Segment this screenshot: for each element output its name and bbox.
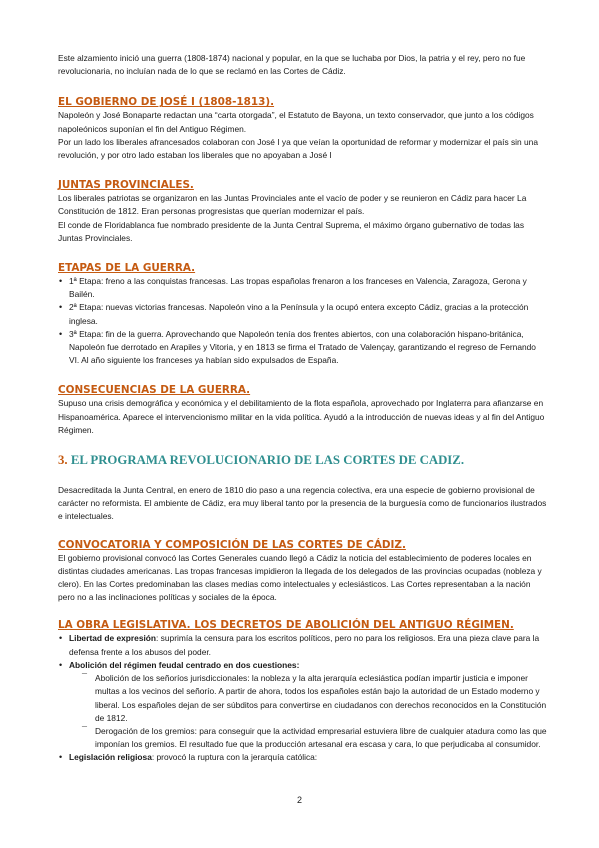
libertad-label: Libertad de expresión [69,633,157,644]
abolicion-sublist [69,672,548,751]
section-heading-gobierno: EL GOBIERNO DE JOSÉ I (1808-1813). [58,96,275,109]
obra-list [58,632,548,764]
abolicion-subitem: ¯ Derogación de los gremios: para conseguir que la actividad empresarial estuviera libre de cualquier atadura como las que imponían los gremios. El resultado fue que la producción artesanal era escasa y cara, lo que perjudicaba al consumidor. [69,725,548,751]
section-heading-etapas: ETAPAS DE LA GUERRA. [58,262,196,275]
section-heading-consecuencias: CONSECUENCIAS DE LA GUERRA. [58,384,251,397]
convocatoria-paragraph: El gobierno provisional convocó las Cortes Generales cuando llegó a Cádiz la noticia del establecimiento de poderes locales en distintas ciudades americanas. Las tropas francesas impidieron la llegada de los delegados de las provincias ocupadas (nobleza y clero). En las Cortes predominaban las clases medias como intelectuales y eclesiásticos. Las Cortes representaban a la nación pero no a las inclinaciones políticas y sociales de la época. [58,552,542,603]
section-heading-juntas: JUNTAS PROVINCIALES. [58,179,194,192]
juntas-paragraph-2: El conde de Floridablanca fue nombrado presidente de la Junta Central Suprema, el máximo órgano gubernativo de todas las Juntas Provinciales. [58,219,525,243]
consecuencias-paragraph: Supuso una crisis demográfica y económica y el debilitamiento de la flota española, aprovechado por Inglaterra para afianzarse en Hispanoamérica. Aparece el intervencionismo militar en la vida política. Ayudó a la introducción de nuevas ideas y al fin del Antiguo Régimen. [58,398,545,435]
section-heading-convocatoria: CONVOCATORIA Y COMPOSICIÓN DE LAS CORTES DE CÁDIZ. [58,538,406,551]
section-number: 3. [58,453,68,468]
obra-item-abolicion [58,659,548,751]
page-number: 2 [296,795,302,805]
gobierno-paragraph-2: Por un lado los liberales afrancesados colaboran con José I ya que veían la oportunidad de reformar y modernizar el país sin una revolución, y por otro lado estaban los liberales que no apoyaban a José I [58,136,538,161]
religiosa-label: Legislación religiosa [69,752,152,763]
section-title-programa [58,452,548,468]
etapa-item: • 3ª Etapa: fin de la guerra. Aprovechando que Napoleón tenía dos frentes abiertos, con una colaboración hispano-británica, Napoleón fue derrotado en Arapiles y Vitoria, y en 1813 se firma el Tratado de Valençay, garantizando el regreso de Fernando VI. Al año siguiente los franceses ya habían sido expulsados de España. [58,328,548,368]
document-page [58,52,548,765]
libertad-text: : suprimía la censura para los escritos políticos, pero no para los religiosos. Era una pieza clave para la defensa frente a los abusos del poder. [69,633,540,657]
section-title-text: EL PROGRAMA REVOLUCIONARIO DE LAS CORTES DE CADIZ. [70,453,465,468]
programa-paragraph: Desacreditada la Junta Central, en enero de 1810 dio paso a una regencia colectiva, era una especie de gobierno provisional de carácter no reformista. El ambiente de Cádiz, era muy liberal tanto por la presencia de la burguesía como de funcionarios ilustrados e intelectuales. [58,485,547,522]
intro-paragraph: Este alzamiento inició una guerra (1808-1874) nacional y popular, en la que se luchaba por Dios, la patria y el rey, pero no fue revolucionaria, no incluían nada de lo que se reclamó en las Cortes de Cádiz. [58,53,526,77]
abolicion-label: Abolición del régimen feudal centrado en dos cuestiones [69,659,297,670]
etapa-item: • 2ª Etapa: nuevas victorias francesas. Napoleón vino a la Península y la ocupó entera excepto Cádiz, gracias a la protección inglesa. [58,301,548,327]
etapas-list [58,275,548,367]
juntas-paragraph-1: Los liberales patriotas se organizaron en las Juntas Provinciales ante el vacío de poder y se reunieron en Cádiz para hacer La Constitución de 1812. Eran personas progresistas que querían modernizar el país. [58,193,527,217]
abolicion-subitem: ¯ Abolición de los señoríos jurisdiccionales: la nobleza y la alta jerarquía eclesiástica podían impartir justicia e imponer multas a los vecinos del señorío. A partir de ahora, todos los españoles están bajo la autoridad de un Estado moderno y liberal. Los españoles dejan de ser súbditos para convertirse en ciudadanos con derechos reconocidos en la Constitución de 1812. [69,672,548,725]
etapa-item: • 1ª Etapa: freno a las conquistas francesas. Las tropas españolas frenaron a los franceses en Valencia, Zaragoza, Gerona y Bailén. [58,275,548,301]
religiosa-text: : provocó la ruptura con la jerarquía católica: [151,752,318,763]
gobierno-paragraph-1: Napoleón y José Bonaparte redactan una “carta otorgada”, el Estatuto de Bayona, un texto conservador, que junto a los códigos napoleónicos suponían el fin del Antiguo Régimen. [58,110,534,134]
obra-item-religiosa [58,751,548,764]
abolicion-colon: : [296,659,300,670]
section-heading-obra: LA OBRA LEGISLATIVA. LOS DECRETOS DE ABOLICIÓN DEL ANTIGUO RÉGIMEN. [58,619,514,632]
obra-item-libertad [58,632,548,658]
